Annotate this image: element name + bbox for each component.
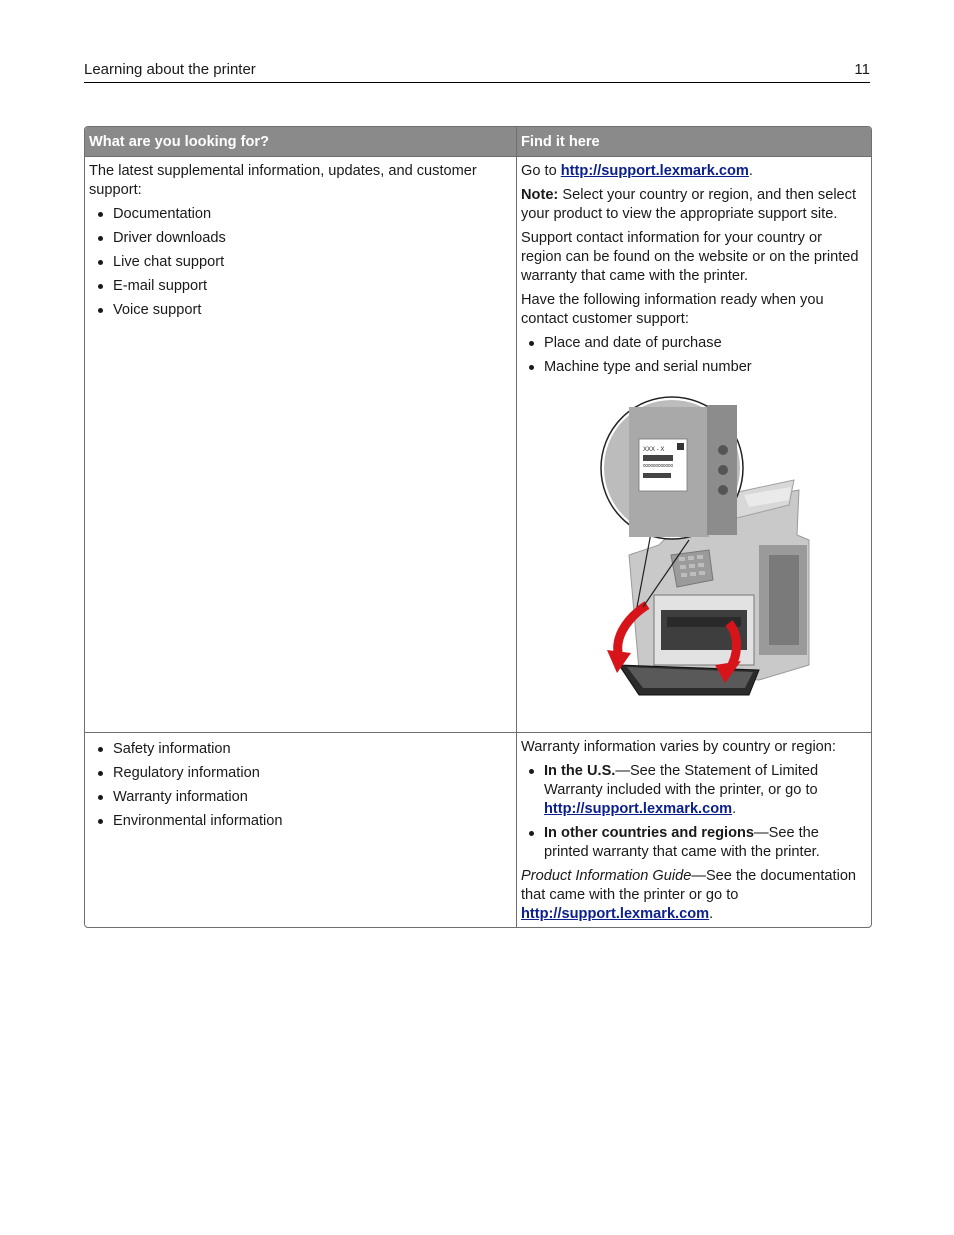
guide-support-link[interactable]: http://support.lexmark.com: [521, 906, 710, 922]
page-header: [84, 61, 870, 83]
note-label: Note:: [521, 187, 559, 203]
row1-right-cell: [517, 157, 869, 732]
warranty-intro: Warranty information varies by country or region:: [521, 739, 836, 755]
guide-paragraph: [521, 867, 865, 924]
us-text: —See the Statement of Limited Warranty included with the printer, or go to: [544, 763, 819, 798]
list-item: Regulatory information: [89, 764, 512, 783]
row2-left-list: [89, 740, 512, 831]
guide-title: Product Information Guide: [521, 868, 692, 884]
row1-left-cell: [85, 157, 517, 732]
support-info-table: [84, 126, 872, 928]
list-item: Environmental information: [89, 812, 512, 831]
note-text: Select your country or region, and then select your product to view the appropriate support site.: [521, 187, 857, 222]
row2-left-cell: [85, 733, 517, 927]
list-item: E-mail support: [89, 277, 512, 296]
list-item: [521, 824, 865, 862]
label-text-model: XXX - X: [643, 447, 665, 453]
page-number: 11: [854, 61, 870, 78]
list-item: Live chat support: [89, 253, 512, 272]
goto-suffix: .: [748, 163, 753, 179]
list-item: Documentation: [89, 205, 512, 224]
label-text-serial: 000000000000: [643, 463, 674, 468]
printer-illustration: [599, 395, 815, 702]
column-header-find-it-here: Find it here: [521, 134, 600, 150]
guide-suffix: .: [709, 906, 714, 922]
table-header-row: [85, 127, 871, 156]
warranty-list: [521, 762, 865, 862]
table-row: [85, 732, 871, 927]
support-link[interactable]: http://support.lexmark.com: [560, 163, 749, 179]
list-item: Warranty information: [89, 788, 512, 807]
list-item: Driver downloads: [89, 229, 512, 248]
guide-text: —See the documentation that came with the printer or go to: [521, 868, 857, 903]
printer-serial-label-illustration: [599, 395, 815, 702]
row1-intro: The latest supplemental information, updates, and customer support:: [89, 163, 477, 198]
row1-left-list: [89, 205, 512, 320]
us-suffix: .: [732, 801, 737, 817]
list-item: Machine type and serial number: [521, 358, 865, 377]
support-contact-text: Support contact information for your country or region can be found on the website or on the printed warranty that came with the printer.: [521, 230, 859, 284]
list-item: Safety information: [89, 740, 512, 759]
list-item: Place and date of purchase: [521, 334, 865, 353]
ready-text: Have the following information ready when you contact customer support:: [521, 292, 824, 327]
table-row: [85, 156, 871, 732]
row2-right-cell: [517, 733, 869, 927]
list-item: Voice support: [89, 301, 512, 320]
us-label: In the U.S.: [544, 763, 616, 779]
goto-paragraph: [521, 162, 865, 181]
column-header-looking-for: What are you looking for?: [85, 127, 517, 156]
list-item: [521, 762, 865, 819]
section-title: Learning about the printer: [84, 61, 256, 78]
goto-prefix: Go to: [521, 163, 557, 179]
us-support-link[interactable]: http://support.lexmark.com: [544, 801, 733, 817]
other-label: In other countries and regions: [544, 825, 755, 841]
note-paragraph: [521, 186, 865, 224]
ready-list: [521, 334, 865, 377]
other-text: —See the printed warranty that came with the printer.: [544, 825, 820, 860]
